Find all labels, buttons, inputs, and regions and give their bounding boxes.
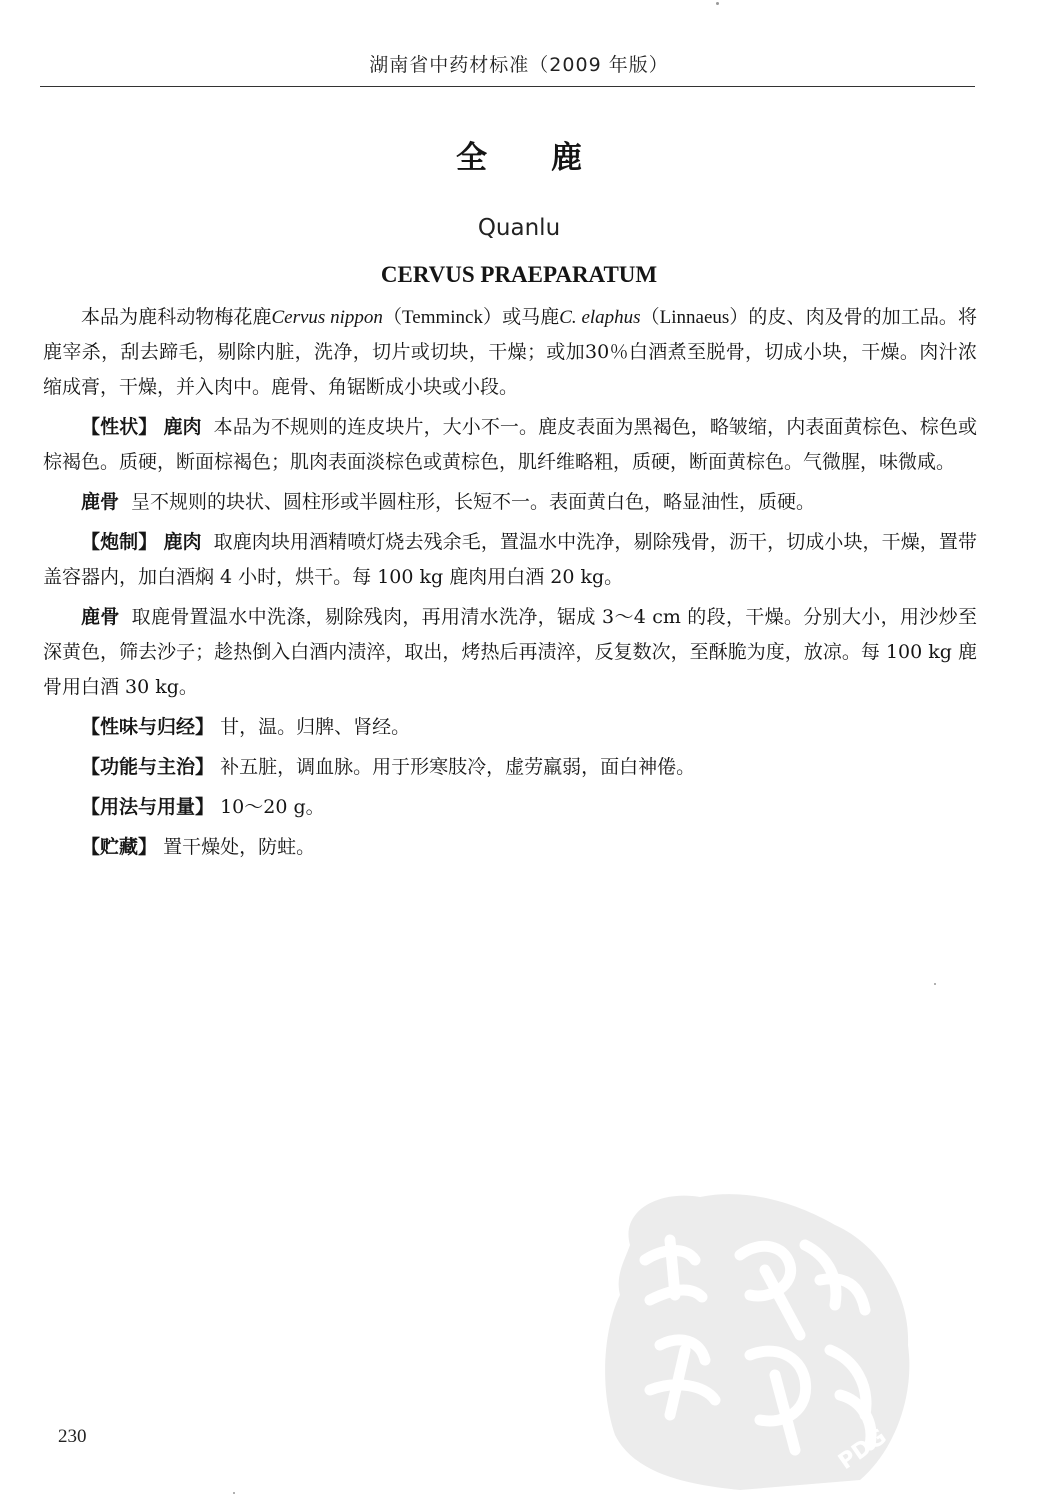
yongfa-section xyxy=(43,790,977,825)
xingzhuang-gu-paragraph xyxy=(43,485,977,520)
species-author-2: （Linnaeus） xyxy=(640,307,749,328)
page-number: 230 xyxy=(58,1426,87,1447)
header-rule xyxy=(40,86,975,87)
xingwei-label: 【性味与归经】 xyxy=(81,716,215,738)
paozhi-section xyxy=(43,525,977,595)
intro-paragraph xyxy=(43,300,977,405)
paozhi-gu-label: 鹿骨 xyxy=(81,606,120,628)
zhucang-section xyxy=(43,830,977,865)
xingzhuang-rou-label: 鹿肉 xyxy=(163,416,202,438)
scan-speck xyxy=(934,983,936,985)
pinyin-name: Quanlu xyxy=(477,215,561,241)
xingwei-section xyxy=(43,710,977,745)
page-title: 全鹿 xyxy=(456,140,646,176)
latin-name: CERVUS PRAEPARATUM xyxy=(380,262,658,287)
yongfa-label: 【用法与用量】 xyxy=(81,796,215,818)
xingzhuang-label: 【性状】 xyxy=(81,416,158,438)
watermark-seal xyxy=(590,1185,920,1490)
yongfa-text: 10～20 g。 xyxy=(220,796,325,818)
zhucang-text: 置干燥处，防蛀。 xyxy=(163,836,316,858)
species-name-1: Cervus nippon xyxy=(271,307,383,328)
species-author-1: （Temminck） xyxy=(382,307,503,328)
intro-text-3: 的皮、肉及骨的加工品。将鹿宰杀，刮去蹄毛，剔除内脏，洗净，切片或切块，干燥；或加30％白酒煮至脱骨，切成小块，干燥。肉汁浓缩成膏，干燥，并入肉中。鹿骨、角锯断成小块或小段。 xyxy=(43,306,977,398)
xingzhuang-rou-text: 本品为不规则的连皮块片，大小不一。鹿皮表面为黑褐色，略皱缩，内表面黄棕色、棕色或棕褐色。质硬，断面棕褐色；肌肉表面淡棕色或黄棕色，肌纤维略粗，质硬，断面黄棕色。气微腥，味微咸。 xyxy=(43,416,977,473)
intro-text-2: 或马鹿 xyxy=(502,306,560,328)
paozhi-rou-label: 鹿肉 xyxy=(163,531,202,553)
scan-speck xyxy=(716,2,719,5)
gongneng-section xyxy=(43,750,977,785)
xingwei-text: 甘，温。归脾、肾经。 xyxy=(220,716,411,738)
seal-pdg-text: PDG xyxy=(834,1424,892,1475)
gongneng-label: 【功能与主治】 xyxy=(81,756,215,778)
xingzhuang-gu-text: 呈不规则的块状、圆柱形或半圆柱形，长短不一。表面黄白色，略显油性，质硬。 xyxy=(131,491,816,513)
xingzhuang-section xyxy=(43,410,977,480)
zhucang-label: 【贮藏】 xyxy=(81,836,158,858)
paozhi-gu-paragraph xyxy=(43,600,977,705)
paozhi-gu-text: 取鹿骨置温水中洗涤，剔除残肉，再用清水洗净，锯成 3～4 cm 的段，干燥。分别大小，用沙炒至深黄色，筛去沙子；趁热倒入白酒内渍淬，取出，烤热后再渍淬，反复数次，至酥脆为度，放凉。每 100 kg 鹿骨用白酒 30 kg。 xyxy=(43,606,977,698)
paozhi-label: 【炮制】 xyxy=(81,531,158,553)
species-name-2: C. elaphus xyxy=(559,307,641,328)
scan-speck xyxy=(233,1492,235,1494)
paozhi-rou-text: 取鹿肉块用酒精喷灯烧去残余毛，置温水中洗净，剔除残骨，沥干，切成小块，干燥，置带盖容器内，加白酒焖 4 小时，烘干。每 100 kg 鹿肉用白酒 20 kg。 xyxy=(43,531,977,588)
monograph-body xyxy=(43,300,977,865)
gongneng-text: 补五脏，调血脉。用于形寒肢冷，虚劳羸弱，面白神倦。 xyxy=(220,756,696,778)
xingzhuang-gu-label: 鹿骨 xyxy=(81,491,120,513)
running-header: 湖南省中药材标准（2009 年版） xyxy=(369,54,669,76)
intro-text-1: 本品为鹿科动物梅花鹿 xyxy=(81,306,272,328)
